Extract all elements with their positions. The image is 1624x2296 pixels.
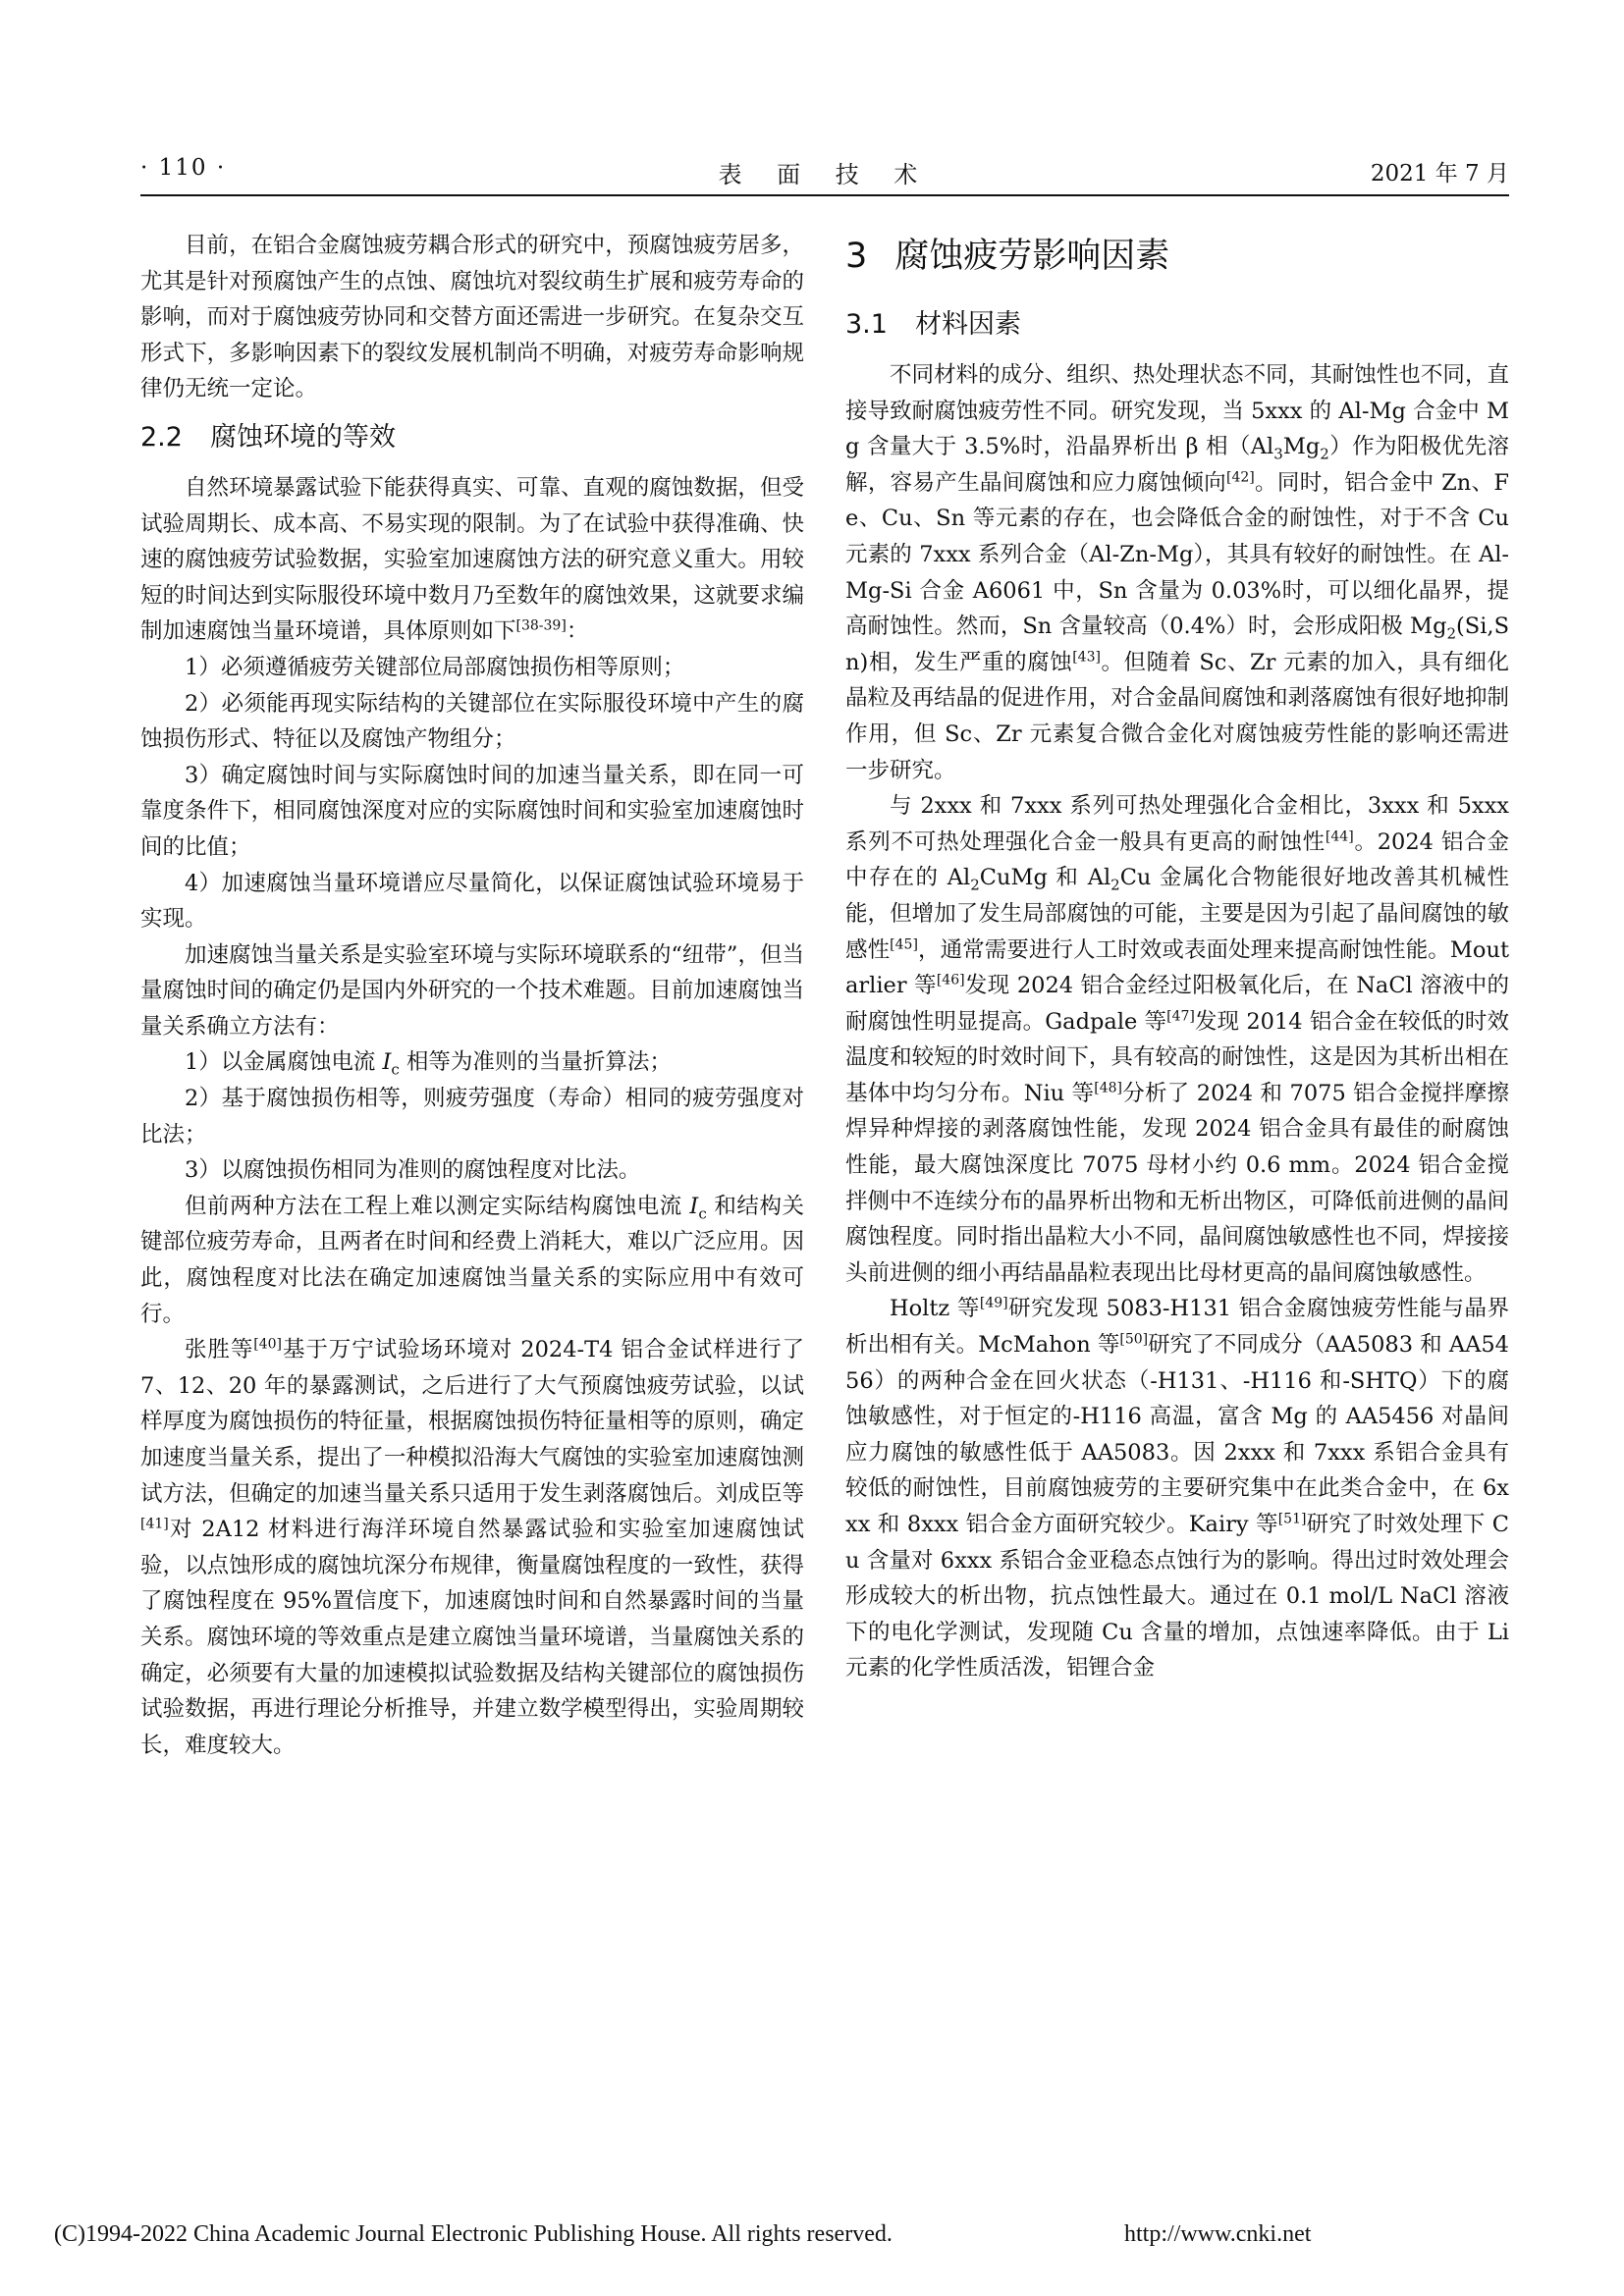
citation[interactable]: [41] (140, 1516, 169, 1532)
text: 分析了 2024 和 7075 铝合金搅拌摩擦焊异种焊接的剥落腐蚀性能，发现 2024 铝合金具有最佳的耐腐蚀性能，最大腐蚀深度比 7075 母材小约 0.6 mm。2024 铝合金搅拌侧中不连续分布的晶界析出物和无析出物区，可降低前进侧的晶间腐蚀程度。同时指出晶粒大小不同，晶间腐蚀敏感性也不同，焊接接头前进侧的细小再结晶晶粒表现出比母材更高的晶间腐蚀敏感性。 (845, 1080, 1509, 1286)
list-item: 2）必须能再现实际结构的关键部位在实际服役环境中产生的腐蚀损伤形式、特征以及腐蚀产物组分； (140, 690, 804, 753)
citation[interactable]: [43] (1072, 649, 1101, 666)
text: 。2024 铝合金中存在的 Al (845, 828, 1509, 891)
citation[interactable]: [50] (1119, 1331, 1149, 1348)
text: 但前两种方法在工程上难以测定实际结构腐蚀电流 (185, 1193, 690, 1219)
text: ）作为阳极优先溶解，容易产生晶间腐蚀和应力腐蚀倾向 (845, 434, 1509, 496)
paragraph: 加速腐蚀当量关系是实验室环境与实际环境联系的“纽带”，但当量腐蚀时间的确定仍是国内外研究的一个技术难题。目前加速腐蚀当量关系确立方法有： (140, 941, 804, 1040)
text: 研究了不同成分（AA5083 和 AA5456）的两种合金在回火状态（-H131、-H116 和-SHTQ）下的腐蚀敏感性，对于恒定的-H116 高温，富含 Mg 的 AA5456 对晶间应力腐蚀的敏感性低于 AA5083。因 2xxx 和 7xxx 系铝合金具有较低的耐蚀性，目前腐蚀疲劳的主要研究集中在此类合金中，在 6xxx 和 8xxx 铝合金方面研究较少。Kairy 等 (845, 1332, 1509, 1537)
paragraph (140, 470, 804, 650)
text: 相等为准则的当量折算法； (399, 1049, 672, 1076)
text: CuMg 和 Al (979, 865, 1111, 891)
text: (Si,Sn)相，发生严重的腐蚀 (845, 614, 1509, 675)
list-item: 3）确定腐蚀时间与实际腐蚀时间的加速当量关系，即在同一可靠度条件下，相同腐蚀深度对应的实际腐蚀时间和实验室加速腐蚀时间的比值； (140, 762, 804, 860)
citation[interactable]: [47] (1166, 1008, 1195, 1025)
section-title: 腐蚀环境的等效 (209, 421, 396, 453)
section-number: 2.2 (140, 421, 183, 453)
header-rule (140, 194, 1509, 196)
symbol: I (382, 1049, 392, 1076)
section-number: 3 (845, 237, 868, 276)
text: 。但随着 Sc、Zr 元素的加入，具有细化晶粒及再结晶的促进作用，对合金晶间腐蚀和剥落腐蚀有很好地抑制作用，但 Sc、Zr 元素复合微合金化对腐蚀疲劳性能的影响还需进一步研究。 (845, 649, 1509, 783)
section-title: 材料因素 (914, 309, 1021, 340)
text: Mg (1282, 434, 1321, 460)
section-heading-2-2 (140, 417, 804, 458)
list-item: 1）必须遵循疲劳关键部位局部腐蚀损伤相等原则； (185, 654, 685, 680)
text: 研究发现 5083-H131 铝合金腐蚀疲劳性能与晶界析出相有关。McMahon 等 (845, 1296, 1509, 1359)
section-heading-3 (845, 232, 1509, 281)
cnki-link[interactable]: http://www.cnki.net (1124, 2221, 1312, 2247)
text: 1）以金属腐蚀电流 (185, 1049, 383, 1076)
text: ： (566, 618, 589, 645)
subscript: 2 (970, 876, 980, 894)
text: Cu 金属化合物能很好地改善其机械性能，但增加了发生局部腐蚀的可能，主要是因为引起了晶间腐蚀的敏感性 (845, 865, 1509, 963)
list-item: 3）以腐蚀损伤相同为准则的腐蚀程度对比法。 (185, 1157, 641, 1184)
paragraph: 目前，在铝合金腐蚀疲劳耦合形式的研究中，预腐蚀疲劳居多，尤其是针对预腐蚀产生的点蚀、腐蚀坑对裂纹萌生扩展和疲劳寿命的影响，而对于腐蚀疲劳协同和交替方面还需进一步研究。在复杂交互形式下，多影响因素下的裂纹发展机制尚不明确，对疲劳寿命影响规律仍无统一定论。 (140, 233, 804, 402)
text: 基于万宁试验场环境对 2024-T4 铝合金试样进行了 7、12、20 年的暴露测试，之后进行了大气预腐蚀疲劳试验，以试样厚度为腐蚀损伤的特征量，根据腐蚀损伤特征量相等的原则，确定加速度当量关系，提出了一种模拟沿海大气腐蚀的实验室加速腐蚀测试方法，但确定的加速当量关系只适用于发生剥落腐蚀后。刘成臣等 (140, 1337, 804, 1507)
section-number: 3.1 (845, 309, 888, 340)
list-item: 2）基于腐蚀损伤相等，则疲劳强度（寿命）相同的疲劳强度对比法； (140, 1086, 804, 1148)
citation[interactable]: [46] (936, 972, 965, 988)
text: ，通常需要进行人工时效或表面处理来提高耐蚀性能。Moutarlier 等 (845, 936, 1509, 999)
list-item: 4）加速腐蚀当量环境谱应尽量简化，以保证腐蚀试验环境易于实现。 (140, 870, 804, 933)
paragraph (845, 788, 1509, 1291)
text: 对 2A12 材料进行海洋环境自然暴露试验和实验室加速腐蚀试验，以点蚀形成的腐蚀坑深分布规律，衡量腐蚀程度的一致性，获得了腐蚀程度在 95%置信度下，加速腐蚀时间和自然暴露时间的当量关系。腐蚀环境的等效重点是建立腐蚀当量环境谱，当量腐蚀关系的确定，必须要有大量的加速模拟试验数据及结构关键部位的腐蚀损伤试验数据，再进行理论分析推导，并建立数学模型得出，实验周期较长，难度较大。 (140, 1517, 804, 1758)
journal-title: 表 面 技 术 (718, 161, 932, 188)
left-column (140, 228, 804, 1763)
page-number: · 110 · (140, 155, 227, 181)
list-item (140, 1044, 804, 1081)
running-header (140, 155, 1509, 194)
citation[interactable]: [48] (1094, 1080, 1123, 1096)
paragraph (845, 1291, 1509, 1686)
subscript: 2 (1446, 624, 1457, 643)
text: 发现 2024 铝合金经过阳极氧化后，在 NaCl 溶液中的耐腐蚀性明显提高。Gadpale 等 (845, 973, 1509, 1035)
citation[interactable]: [42] (1225, 469, 1255, 486)
citation[interactable]: [38-39] (515, 617, 567, 634)
copyright-text: (C)1994-2022 China Academic Journal Electronic Publishing House. All rights reserved. (54, 2221, 893, 2247)
copyright-footer (54, 2221, 1586, 2255)
text: Holtz 等 (890, 1296, 980, 1322)
text: 研究了时效处理下 Cu 含量对 6xxx 系铝合金亚稳态点蚀行为的影响。得出过时效处理会形成较大的析出物，抗点蚀性最大。通过在 0.1 mol/L NaCl 溶液下的电化学测试，发现随 Cu 含量的增加，点蚀速率降低。由于 Li 元素的化学性质活泼，铝锂合金 (845, 1512, 1509, 1682)
paragraph (845, 357, 1509, 788)
right-column (845, 228, 1509, 1686)
subscript: 2 (1320, 445, 1329, 463)
section-title: 腐蚀疲劳影响因素 (894, 237, 1170, 276)
text: 与 2xxx 和 7xxx 系列可热处理强化合金相比，3xxx 和 5xxx 系列不可热处理强化合金一般具有更高的耐蚀性 (845, 793, 1509, 855)
text: 不同材料的成分、组织、热处理状态不同，其耐蚀性也不同，直接导致耐腐蚀疲劳性不同。研究发现，当 5xxx 的 Al-Mg 合金中 Mg 含量大于 3.5%时，沿晶界析出 β 相（Al (845, 362, 1509, 460)
section-heading-3-1 (845, 304, 1509, 346)
citation[interactable]: [49] (979, 1295, 1008, 1311)
text: 张胜等 (185, 1337, 254, 1363)
subscript: 2 (1110, 876, 1120, 894)
text: 自然环境暴露试验下能获得真实、可靠、直观的腐蚀数据，但受试验周期长、成本高、不易实现的限制。为了在试验中获得准确、快速的腐蚀疲劳试验数据，实验室加速腐蚀方法的研究意义重大。用较短的时间达到实际服役环境中数月乃至数年的腐蚀效果，这就要求编制加速腐蚀当量环境谱，具体原则如下 (140, 474, 804, 645)
citation[interactable]: [44] (1325, 828, 1354, 845)
symbol: I (689, 1193, 699, 1219)
citation[interactable]: [40] (253, 1336, 283, 1353)
issue-date: 2021 年 7 月 (1370, 161, 1509, 187)
paragraph (140, 1189, 804, 1332)
text: 和结构关键部位疲劳寿命，且两者在时间和经费上消耗大，难以广泛应用。因此，腐蚀程度对比法在确定加速腐蚀当量关系的实际应用中有效可行。 (140, 1193, 805, 1327)
citation[interactable]: [51] (1277, 1511, 1307, 1527)
citation[interactable]: [45] (890, 936, 918, 952)
subscript: c (391, 1060, 400, 1079)
text: 发现 2014 铝合金在较低的时效温度和较短的时效时间下，具有较高的耐蚀性，这是因为其析出相在基体中均匀分布。Niu 等 (845, 1008, 1509, 1106)
text: 。同时，铝合金中 Zn、Fe、Cu、Sn 等元素的存在，也会降低合金的耐蚀性，对于不含 Cu 元素的 7xxx 系列合金（Al-Zn-Mg），其具有较好的耐蚀性。在 Al-Mg-Si 合金 A6061 中，Sn 含量为 0.03%时，可以细化晶界，提高耐蚀性。然而，Sn 含量较高（0.4%）时，会形成阳极 Mg (845, 469, 1509, 640)
paragraph (140, 1332, 804, 1763)
subscript: c (698, 1204, 707, 1223)
subscript: 3 (1273, 445, 1283, 463)
